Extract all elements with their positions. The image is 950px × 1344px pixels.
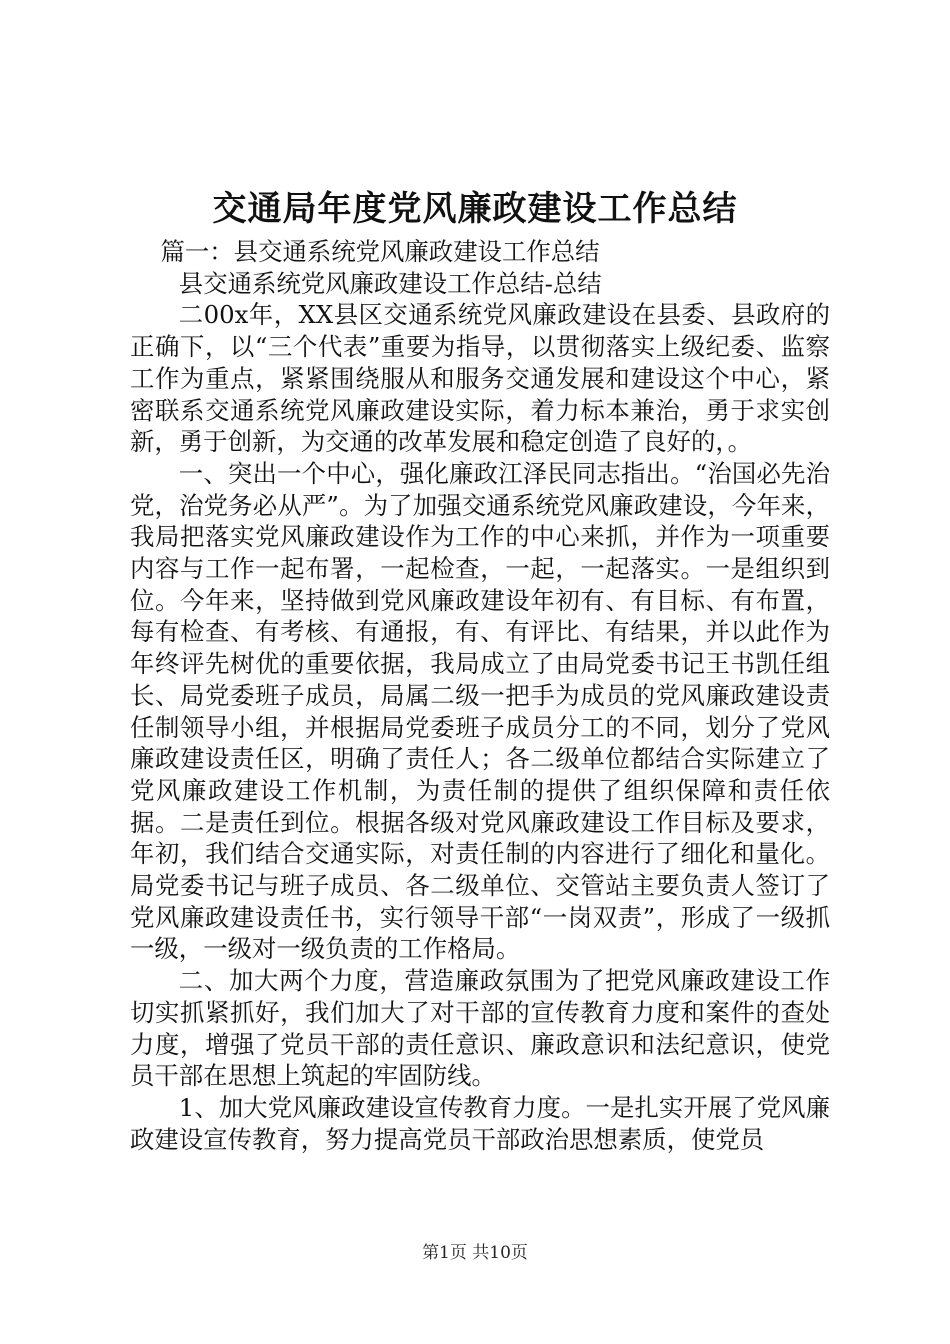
document-title: 交通局年度党风廉政建设工作总结	[212, 189, 738, 229]
paragraph-item-one: 1、加大党风廉政建设宣传教育力度。一是扎实开展了党风廉政建设宣传教育，努力提高党员干部政治思想素质，使党员	[130, 1092, 830, 1154]
paragraph-part-two: 二、加大两个力度，营造廉政氛围为了把党风廉政建设工作切实抓紧抓好，我们加大了对干部的宣传教育力度和案件的查处力度，增强了党员干部的责任意识、廉政意识和法纪意识，使党员干部在思想上筑起的牢固防线。	[130, 966, 830, 1091]
document-body	[130, 236, 830, 1155]
sub-heading: 县交通系统党风廉政建设工作总结-总结	[178, 268, 602, 298]
section-heading: 篇一：县交通系统党风廉政建设工作总结	[160, 237, 600, 266]
paragraph-part-one: 一、突出一个中心，强化廉政江泽民同志指出。“治国必先治党，治党务必从严”。为了加强交通系统党风廉政建设，今年来，我局把落实党风廉政建设作为工作的中心来抓，并作为一项重要内容与工作一起布署，一起检查，一起，一起落实。一是组织到位。今年来，坚持做到党风廉政建设年初有、有目标、有布置，每有检查、有考核、有通报，有、有评比、有结果，并以此作为年终评先树优的重要依据，我局成立了由局党委书记王书凯任组长、局党委班子成员，局属二级一把手为成员的党风廉政建设责任制领导小组，并根据局党委班子成员分工的不同，划分了党风廉政建设责任区，明确了责任人；各二级单位都结合实际建立了党风廉政建设工作机制，为责任制的提供了组织保障和责任依据。二是责任到位。根据各级对党风廉政建设工作目标及要求，年初，我们结合交通实际，对责任制的内容进行了细化和量化。局党委书记与班子成员、各二级单位、交管站主要负责人签订了党风廉政建设责任书，实行领导干部“一岗双责”，形成了一级抓一级，一级对一级负责的工作格局。	[130, 458, 830, 964]
paragraph-intro: 二00x年，XX县区交通系统党风廉政建设在县委、县政府的正确下，以“三个代表”重要为指导，以贯彻落实上级纪委、监察工作为重点，紧紧围绕服从和服务交通发展和建设这个中心，紧密联系交通系统党风廉政建设实际，着力标本兼治，勇于求实创新，勇于创新，为交通的改革发展和稳定创造了良好的，。	[130, 300, 830, 457]
page-number-footer: 第1页 共10页	[422, 1243, 528, 1263]
